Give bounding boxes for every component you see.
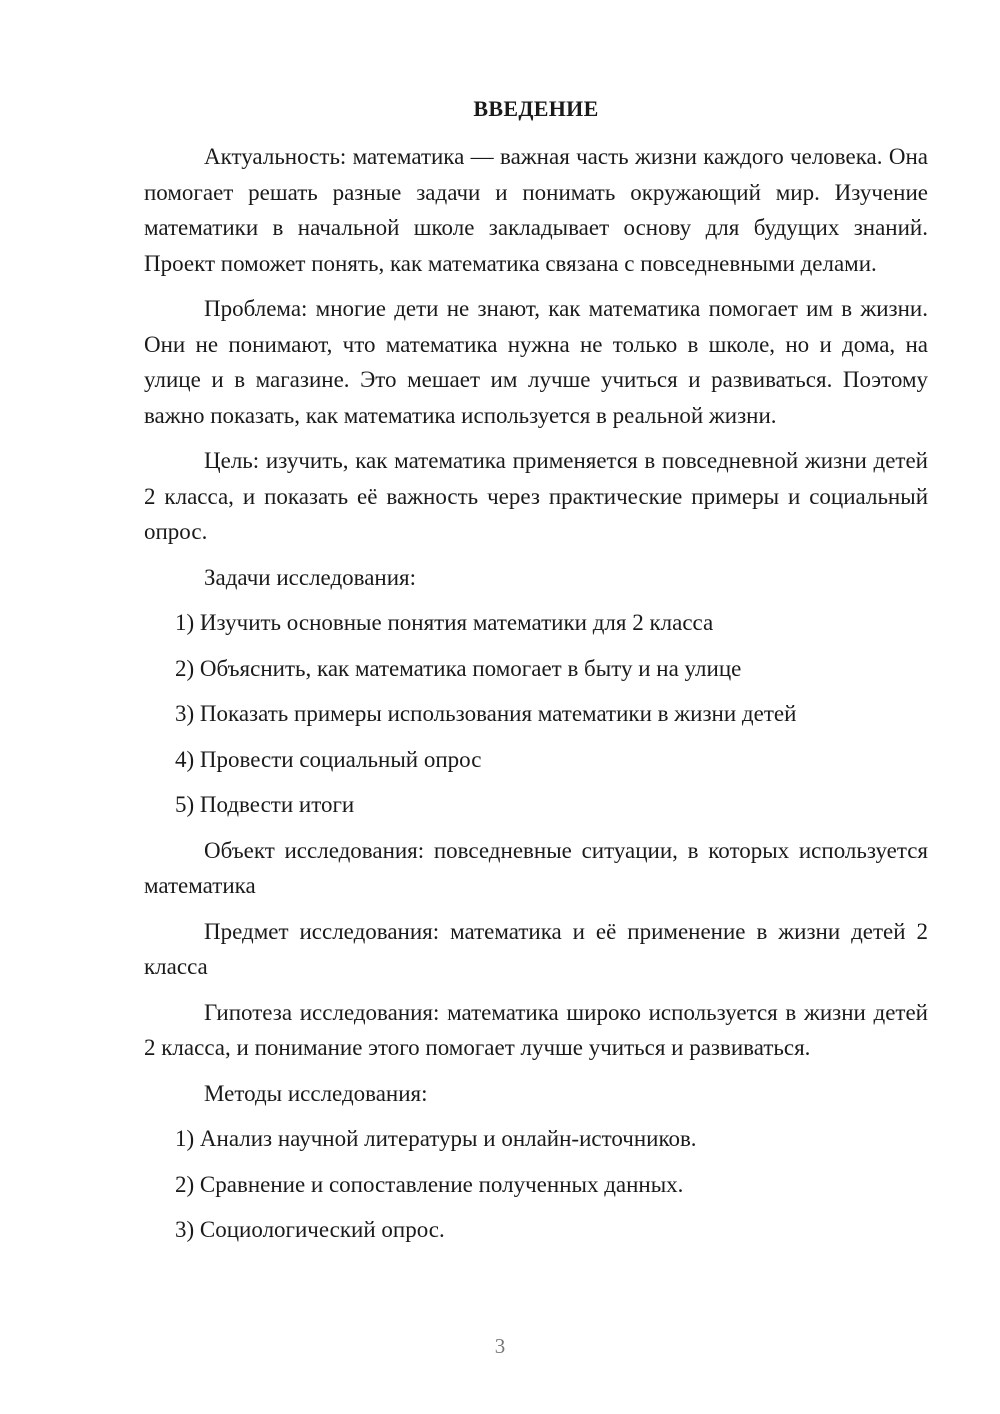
tasks-heading: Задачи исследования: [204,564,417,590]
paragraph-goal: Цель: изучить, как математика применяется в повседневной жизни детей 2 класса, и показать её важность через практические примеры и социальный опрос. [144,448,928,544]
page-number: 3 [494,1334,506,1358]
paragraph-relevance: Актуальность: математика — важная часть жизни каждого человека. Она помогает решать разные задачи и понимать окружающий мир. Изучение математики в начальной школе закладывает основу для будущих знаний. Проект поможет понять, как математика связана с повседневными делами. [144,144,928,276]
task-item-4: 4) Провести социальный опрос [175,746,482,772]
method-item-2: 2) Сравнение и сопоставление полученных данных. [175,1171,684,1197]
task-item-3: 3) Показать примеры использования математики в жизни детей [175,701,797,726]
method-item-3: 3) Социологический опрос. [175,1217,445,1242]
task-item-1: 1) Изучить основные понятия математики для 2 класса [175,610,714,635]
task-item-5: 5) Подвести итоги [175,792,355,817]
paragraph-subject: Предмет исследования: математика и её применение в жизни детей 2 класса [144,918,928,979]
task-item-2: 2) Объяснить, как математика помогает в быту и на улице [175,655,742,681]
page-title: ВВЕДЕНИЕ [473,96,599,121]
document-page [144,96,928,1258]
paragraph-problem: Проблема: многие дети не знают, как математика помогает им в жизни. Они не понимают, что математика нужна не только в школе, но и дома, на улице и в магазине. Это мешает им лучше учиться и развиваться. Поэтому важно показать, как математика используется в реальной жизни. [144,296,928,428]
paragraph-hypothesis: Гипотеза исследования: математика широко используется в жизни детей 2 класса, и понимание этого помогает лучше учиться и развиваться. [144,999,928,1060]
methods-heading: Методы исследования: [204,1080,428,1106]
method-item-1: 1) Анализ научной литературы и онлайн-источников. [175,1126,697,1151]
paragraph-object: Объект исследования: повседневные ситуации, в которых используется математика [144,837,928,898]
